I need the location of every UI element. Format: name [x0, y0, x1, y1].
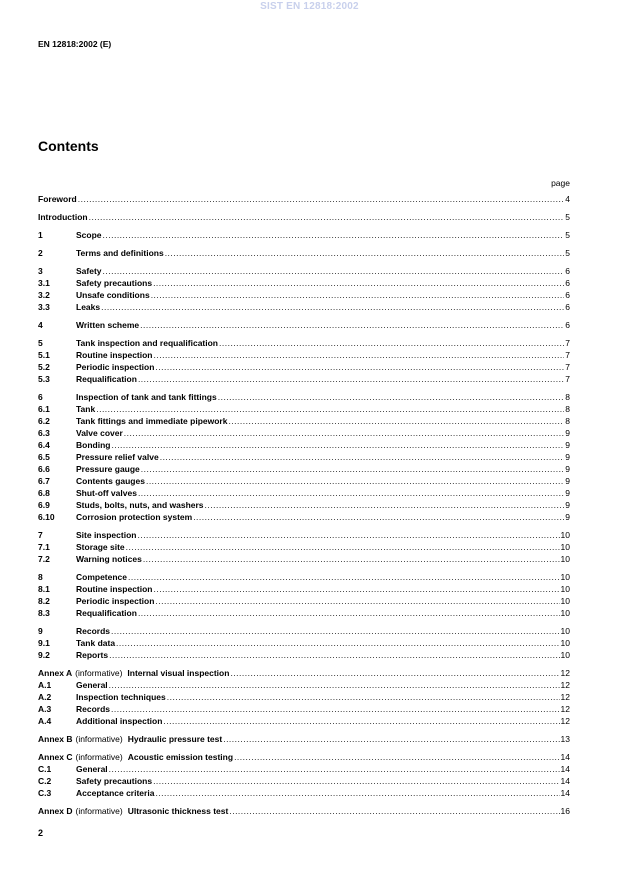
toc-dot-leader	[193, 511, 564, 523]
toc-entry-title: Records	[76, 626, 111, 636]
toc-entry-title: Safety precautions	[76, 278, 153, 288]
toc-dot-leader	[103, 229, 565, 241]
toc-entry-title: Ultrasonic thickness test	[127, 806, 229, 816]
toc-entry-title: Competence	[76, 572, 128, 582]
toc-entry[interactable]	[38, 349, 570, 361]
toc-entry-title: Additional inspection	[76, 716, 163, 726]
toc-annex-label	[38, 667, 229, 679]
toc-entry-number: 6.2	[38, 416, 50, 426]
toc-entry-page: 14	[560, 788, 570, 798]
toc-dot-leader	[154, 349, 565, 361]
toc-annex-label	[38, 751, 233, 763]
toc-entry[interactable]	[38, 571, 570, 583]
toc-entry-number: A.4	[38, 716, 52, 726]
toc-dot-leader	[155, 595, 559, 607]
toc-entry-number: 9.1	[38, 638, 50, 648]
page-number: 2	[38, 828, 44, 838]
toc-entry[interactable]	[38, 775, 570, 787]
toc-entry-title: Inspection of tank and tank fittings	[76, 392, 217, 402]
toc-entry[interactable]	[38, 265, 570, 277]
toc-entry-title: Introduction	[38, 212, 88, 222]
toc-entry-number: 6.4	[38, 440, 50, 450]
toc-entry-title: Corrosion protection system	[76, 512, 193, 522]
toc-entry[interactable]	[38, 583, 570, 595]
toc-entry-page: 9	[565, 464, 570, 474]
toc-entry-number: A.3	[38, 704, 52, 714]
toc-entry[interactable]	[38, 439, 570, 451]
toc-entry-number: 6.6	[38, 464, 50, 474]
toc-entry-page: 6	[565, 302, 570, 312]
toc-entry[interactable]	[38, 475, 570, 487]
toc-annex-label	[38, 733, 222, 745]
toc-entry-number: 4	[38, 320, 43, 330]
toc-dot-leader	[143, 553, 560, 565]
toc-entry[interactable]	[38, 247, 570, 259]
toc-entry-number: 3	[38, 266, 43, 276]
toc-entry-title: Valve cover	[76, 428, 123, 438]
toc-entry-page: 12	[560, 704, 570, 714]
toc-entry-title: Inspection techniques	[76, 692, 166, 702]
toc-entry-title: General	[76, 764, 108, 774]
toc-dot-leader	[128, 571, 560, 583]
toc-dot-leader	[141, 463, 564, 475]
toc-annex-prefix: Annex D	[38, 806, 73, 816]
toc-dot-leader	[151, 289, 565, 301]
toc-entry[interactable]	[38, 373, 570, 385]
toc-entry-title: Internal visual inspection	[127, 668, 230, 678]
toc-dot-leader	[160, 451, 565, 463]
toc-entry[interactable]	[38, 487, 570, 499]
toc-entry-title: Bonding	[76, 440, 111, 450]
toc-entry-page: 12	[560, 680, 570, 690]
watermark: SIST EN 12818:2002	[260, 1, 359, 12]
toc-entry-title: Leaks	[76, 302, 101, 312]
toc-dot-leader	[124, 427, 564, 439]
toc-entry-number: 7.2	[38, 554, 50, 564]
toc-entry-number: 7.1	[38, 542, 50, 552]
toc-entry-title: Hydraulic pressure test	[127, 734, 223, 744]
toc-entry-page: 10	[560, 572, 570, 582]
toc-entry-page: 14	[560, 764, 570, 774]
toc-dot-leader	[109, 679, 560, 691]
toc-entry[interactable]	[38, 427, 570, 439]
toc-dot-leader	[163, 715, 559, 727]
toc-dot-leader	[138, 607, 560, 619]
toc-annex-informative: (informative)	[75, 734, 123, 744]
toc-entry-page: 10	[560, 608, 570, 618]
toc-entry-number: 5	[38, 338, 43, 348]
toc-dot-leader	[138, 373, 564, 385]
toc-entry-page: 9	[565, 428, 570, 438]
toc-entry[interactable]	[38, 211, 570, 223]
toc-dot-leader	[153, 775, 559, 787]
toc-annex-informative: (informative)	[75, 752, 123, 762]
toc-entry-title: Studs, bolts, nuts, and washers	[76, 500, 204, 510]
toc-entry-number: 6.3	[38, 428, 50, 438]
toc-entry-title: Periodic inspection	[76, 596, 155, 606]
toc-entry[interactable]	[38, 529, 570, 541]
toc-entry-page: 10	[560, 638, 570, 648]
toc-entry-page: 12	[560, 668, 570, 678]
toc-entry-title: Terms and definitions	[76, 248, 164, 258]
toc-entry[interactable]	[38, 715, 570, 727]
toc-entry-number: 5.3	[38, 374, 50, 384]
toc-entry-title: Tank	[76, 404, 96, 414]
toc-entry[interactable]	[38, 637, 570, 649]
toc-entry-title: Pressure gauge	[76, 464, 140, 474]
toc-entry-number: A.1	[38, 680, 52, 690]
page-column-header: page	[551, 178, 570, 188]
toc-entry-number: 6.10	[38, 512, 55, 522]
toc-entry-title: Foreword	[38, 194, 77, 204]
toc-entry[interactable]	[38, 691, 570, 703]
toc-dot-leader	[230, 667, 559, 679]
toc-entry[interactable]	[38, 763, 570, 775]
toc-entry-page: 16	[560, 806, 570, 816]
toc-entry-page: 9	[565, 512, 570, 522]
toc-dot-leader	[223, 733, 559, 745]
toc-dot-leader	[146, 475, 564, 487]
toc-entry-title: Acoustic emission testing	[127, 752, 234, 762]
toc-dot-leader	[219, 337, 564, 349]
toc-dot-leader	[155, 787, 559, 799]
toc-entry[interactable]	[38, 667, 570, 679]
toc-entry-title: Scope	[76, 230, 102, 240]
toc-dot-leader	[137, 529, 559, 541]
toc-entry[interactable]	[38, 787, 570, 799]
toc-entry[interactable]	[38, 499, 570, 511]
toc-entry-page: 12	[560, 716, 570, 726]
toc-entry-page: 6	[565, 320, 570, 330]
toc-dot-leader	[109, 763, 560, 775]
toc-entry-page: 8	[565, 416, 570, 426]
toc-entry-number: 1	[38, 230, 43, 240]
toc-entry-page: 10	[560, 626, 570, 636]
toc-entry-title: Requalification	[76, 608, 137, 618]
toc-dot-leader	[109, 649, 559, 661]
toc-entry-number: 3.2	[38, 290, 50, 300]
toc-entry-number: 3.3	[38, 302, 50, 312]
toc-dot-leader	[218, 391, 565, 403]
toc-dot-leader	[228, 415, 564, 427]
toc-entry[interactable]	[38, 301, 570, 313]
toc-entry-page: 8	[565, 392, 570, 402]
toc-entry[interactable]	[38, 391, 570, 403]
toc-entry-title: Safety precautions	[76, 776, 153, 786]
toc-entry-number: 6.5	[38, 452, 50, 462]
toc-entry[interactable]	[38, 751, 570, 763]
toc-entry[interactable]	[38, 277, 570, 289]
toc-entry-title: Tank data	[76, 638, 116, 648]
toc-dot-leader	[155, 361, 564, 373]
toc-entry-page: 6	[565, 290, 570, 300]
toc-entry-page: 12	[560, 692, 570, 702]
toc-entry-page: 7	[565, 374, 570, 384]
toc-entry-number: 3.1	[38, 278, 50, 288]
toc-entry-page: 10	[560, 596, 570, 606]
toc-entry-number: 7	[38, 530, 43, 540]
toc-annex-prefix: Annex C	[38, 752, 73, 762]
toc-entry-number: 6.8	[38, 488, 50, 498]
toc-entry-page: 9	[565, 488, 570, 498]
toc-entry-title: Written scheme	[76, 320, 140, 330]
toc-entry-number: 6.9	[38, 500, 50, 510]
toc-dot-leader	[89, 211, 565, 223]
toc-entry-number: 8	[38, 572, 43, 582]
toc-entry-page: 5	[565, 212, 570, 222]
toc-entry-title: Contents gauges	[76, 476, 145, 486]
toc-entry-number: 5.1	[38, 350, 50, 360]
toc-entry[interactable]	[38, 451, 570, 463]
toc-entry-number: 6	[38, 392, 43, 402]
toc-entry-number: A.2	[38, 692, 52, 702]
toc-entry-number: 8.2	[38, 596, 50, 606]
toc-entry-title: Site inspection	[76, 530, 137, 540]
toc-dot-leader	[111, 439, 564, 451]
toc-entry-page: 10	[560, 650, 570, 660]
toc-entry-title: Storage site	[76, 542, 125, 552]
toc-entry-page: 5	[565, 248, 570, 258]
toc-entry[interactable]	[38, 193, 570, 205]
toc-entry[interactable]	[38, 289, 570, 301]
toc-dot-leader	[101, 301, 564, 313]
toc-entry[interactable]	[38, 361, 570, 373]
toc-entry-page: 4	[565, 194, 570, 204]
toc-entry-title: Routine inspection	[76, 584, 153, 594]
contents-title: Contents	[38, 138, 99, 154]
toc-entry-page: 9	[565, 476, 570, 486]
toc-entry-page: 10	[560, 542, 570, 552]
toc-entry-page: 6	[565, 278, 570, 288]
toc-annex-prefix: Annex A	[38, 668, 73, 678]
toc-entry-number: 9.2	[38, 650, 50, 660]
document-id: EN 12818:2002 (E)	[38, 39, 112, 49]
toc-dot-leader	[111, 625, 560, 637]
table-of-contents	[38, 193, 570, 817]
toc-entry[interactable]	[38, 625, 570, 637]
toc-dot-leader	[96, 403, 564, 415]
toc-entry-page: 14	[560, 752, 570, 762]
toc-entry-title: Periodic inspection	[76, 362, 155, 372]
toc-entry-number: 2	[38, 248, 43, 258]
toc-annex-label	[38, 805, 228, 817]
toc-entry-page: 9	[565, 500, 570, 510]
toc-dot-leader	[78, 193, 565, 205]
toc-entry[interactable]	[38, 733, 570, 745]
toc-entry[interactable]	[38, 415, 570, 427]
toc-entry-page: 10	[560, 554, 570, 564]
toc-dot-leader	[154, 583, 560, 595]
toc-entry-title: Routine inspection	[76, 350, 153, 360]
toc-dot-leader	[138, 487, 564, 499]
toc-entry-number: 5.2	[38, 362, 50, 372]
toc-dot-leader	[103, 265, 565, 277]
toc-entry[interactable]	[38, 403, 570, 415]
toc-entry-title: Shut-off valves	[76, 488, 137, 498]
toc-entry[interactable]	[38, 805, 570, 817]
toc-entry-number: 6.7	[38, 476, 50, 486]
toc-entry-title: Pressure relief valve	[76, 452, 159, 462]
toc-dot-leader	[116, 637, 559, 649]
toc-entry-page: 14	[560, 776, 570, 786]
toc-annex-informative: (informative)	[75, 806, 123, 816]
toc-entry-title: Requalification	[76, 374, 137, 384]
toc-entry[interactable]	[38, 649, 570, 661]
toc-entry-page: 7	[565, 362, 570, 372]
toc-entry-title: Unsafe conditions	[76, 290, 150, 300]
toc-entry-number: 8.1	[38, 584, 50, 594]
toc-entry[interactable]	[38, 607, 570, 619]
toc-entry-page: 9	[565, 440, 570, 450]
toc-dot-leader	[205, 499, 565, 511]
toc-entry-page: 9	[565, 452, 570, 462]
toc-entry[interactable]	[38, 595, 570, 607]
toc-entry[interactable]	[38, 553, 570, 565]
toc-entry[interactable]	[38, 703, 570, 715]
toc-entry-number: 9	[38, 626, 43, 636]
toc-entry-number: C.3	[38, 788, 52, 798]
toc-entry-page: 5	[565, 230, 570, 240]
toc-dot-leader	[111, 703, 560, 715]
toc-dot-leader	[165, 247, 565, 259]
toc-entry-title: Safety	[76, 266, 102, 276]
toc-entry-page: 13	[560, 734, 570, 744]
toc-entry-title: Acceptance criteria	[76, 788, 155, 798]
toc-entry[interactable]	[38, 319, 570, 331]
toc-annex-prefix: Annex B	[38, 734, 73, 744]
toc-annex-informative: (informative)	[75, 668, 123, 678]
toc-entry-title: Records	[76, 704, 111, 714]
toc-dot-leader	[126, 541, 560, 553]
toc-entry-page: 7	[565, 338, 570, 348]
toc-dot-leader	[153, 277, 564, 289]
toc-entry-page: 10	[560, 584, 570, 594]
toc-entry[interactable]	[38, 337, 570, 349]
toc-entry-title: General	[76, 680, 108, 690]
toc-entry[interactable]	[38, 541, 570, 553]
toc-dot-leader	[140, 319, 564, 331]
toc-entry-number: 8.3	[38, 608, 50, 618]
toc-entry[interactable]	[38, 463, 570, 475]
toc-entry-title: Warning notices	[76, 554, 142, 564]
toc-dot-leader	[234, 751, 559, 763]
toc-entry-page: 6	[565, 266, 570, 276]
toc-entry[interactable]	[38, 679, 570, 691]
toc-entry-number: C.2	[38, 776, 52, 786]
toc-entry-page: 7	[565, 350, 570, 360]
toc-entry[interactable]	[38, 511, 570, 523]
toc-entry-title: Tank fittings and immediate pipework	[76, 416, 228, 426]
toc-dot-leader	[229, 805, 559, 817]
toc-entry-title: Reports	[76, 650, 109, 660]
toc-entry-number: 6.1	[38, 404, 50, 414]
toc-entry[interactable]	[38, 229, 570, 241]
toc-entry-title: Tank inspection and requalification	[76, 338, 219, 348]
toc-dot-leader	[167, 691, 560, 703]
toc-entry-page: 10	[560, 530, 570, 540]
toc-entry-number: C.1	[38, 764, 52, 774]
toc-entry-page: 8	[565, 404, 570, 414]
